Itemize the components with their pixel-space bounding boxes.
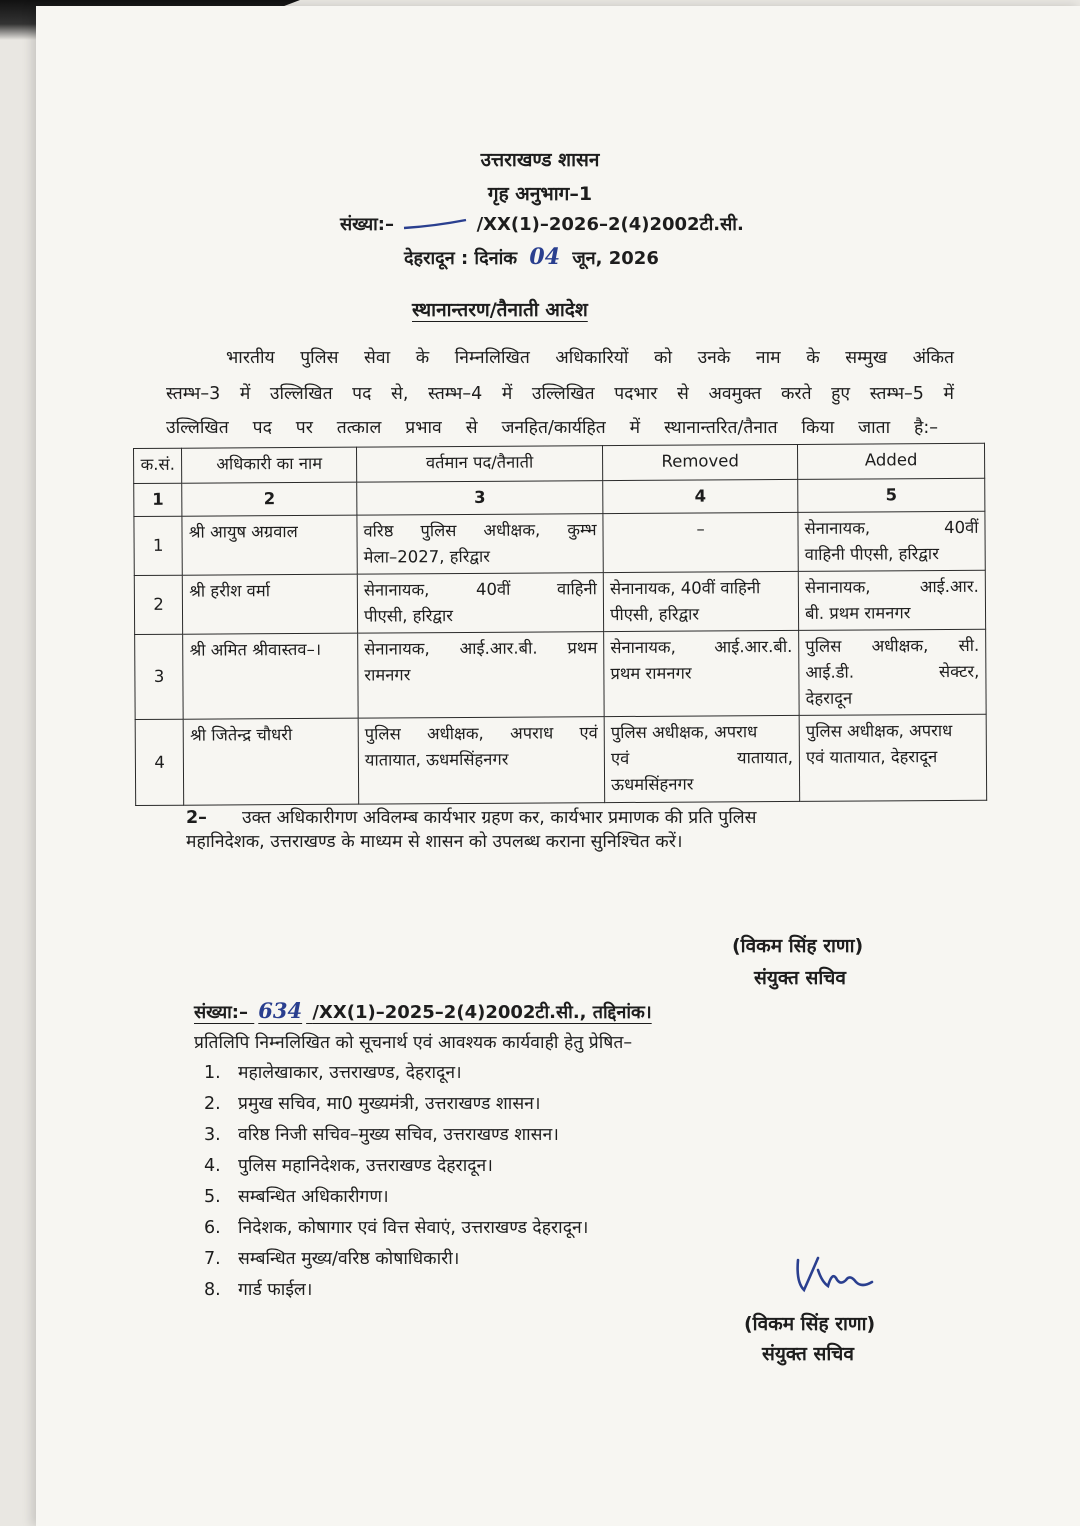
- copy-recipients-list: [204, 1058, 588, 1306]
- handwritten-copy-number: 634: [258, 998, 303, 1023]
- current-post: वरिष्ठ पुलिस अधीक्षक, कुम्भ मेला–2027, हरिद्वार: [357, 514, 603, 575]
- copy-ref-suffix: /XX(1)–2025–2(4)2002टी.सी., तद्दिनांक।: [312, 1002, 652, 1023]
- table-row: [134, 511, 985, 575]
- table-row: [134, 570, 985, 634]
- government-name: उत्तराखण्ड शासन: [480, 149, 600, 171]
- removed-post: पुलिस अधीक्षक, अपराध एवं यातायात, ऊधमसिंहनगर: [604, 715, 800, 802]
- list-item: 2. प्रमुख सचिव, मा0 मुख्यमंत्री, उत्तराखण्ड शासन।: [204, 1094, 541, 1114]
- intro-line-3: उल्लिखित पद पर तत्काल प्रभाव से जनहित/कार्यहित में स्थानान्तरित/तैनात किया जाता है:–: [166, 418, 938, 438]
- removed-post: सेनानायक, आई.आर.बी. प्रथम रामनगर: [604, 630, 800, 716]
- officer-name: श्री जितेन्द्र चौधरी: [183, 718, 358, 805]
- removed-post: –: [603, 512, 798, 572]
- added-post: सेनानायक, 40वीं वाहिनी पीएसी, हरिद्वार: [798, 511, 985, 571]
- column-number: 5: [798, 478, 985, 512]
- reference-number: [340, 212, 744, 236]
- officer-name: श्री आयुष अग्रवाल: [182, 515, 357, 575]
- handwritten-signature: [788, 1252, 878, 1298]
- signatory-designation-2: संयुक्त सचिव: [762, 1343, 854, 1365]
- place-date: [404, 244, 659, 270]
- row-serial: 3: [135, 634, 184, 719]
- row-serial: 2: [134, 575, 183, 634]
- table-header-row: [134, 443, 985, 483]
- copy-ref-prefix: संख्या:–: [194, 1002, 248, 1023]
- department-name: गृह अनुभाग–1: [487, 183, 593, 205]
- reference-prefix: संख्या:–: [340, 214, 394, 235]
- column-number: 3: [357, 481, 603, 516]
- list-item: 4. पुलिस महानिदेशक, उत्तराखण्ड देहरादून।: [204, 1156, 493, 1176]
- copy-reference: [194, 998, 652, 1024]
- header-added: Added: [798, 443, 985, 479]
- column-number-row: [134, 478, 985, 516]
- table-row: [135, 629, 987, 719]
- place-date-prefix: देहरादून : दिनांक: [404, 248, 518, 269]
- order-title: स्थानान्तरण/तैनाती आदेश: [412, 299, 588, 321]
- added-post: पुलिस अधीक्षक, सी. आई.डी. सेक्टर, देहरादून: [799, 629, 986, 715]
- removed-post: सेनानायक, 40वीं वाहिनी पीएसी, हरिद्वार: [603, 571, 798, 631]
- list-item: 6. निदेशक, कोषागार एवं वित्त सेवाएं, उत्तराखण्ड देहरादून।: [204, 1218, 589, 1238]
- current-post: सेनानायक, 40वीं वाहिनी पीएसी, हरिद्वार: [357, 573, 603, 634]
- date-month-year: जून, 2026: [572, 248, 659, 269]
- intro-line-1: भारतीय पुलिस सेवा के निम्नलिखित अधिकारियों को उनके नाम के सम्मुख अंकित: [226, 348, 954, 368]
- transfer-table: [133, 443, 987, 806]
- officer-name: श्री हरीश वर्मा: [183, 574, 358, 634]
- header-current-post: वर्तमान पद/तैनाती: [356, 446, 602, 483]
- signatory-name: (विकम सिंह राणा): [732, 935, 864, 957]
- row-serial: 1: [134, 516, 183, 575]
- column-number: 2: [182, 482, 357, 516]
- list-item: 3. वरिष्ठ निजी सचिव–मुख्य सचिव, उत्तराखण्ड शासन।: [204, 1125, 559, 1145]
- para2-number: 2–: [186, 808, 207, 828]
- list-item: 5. सम्बन्धित अधिकारीगण।: [204, 1187, 389, 1207]
- added-post: पुलिस अधीक्षक, अपराध एवं यातायात, देहरादून: [799, 714, 986, 801]
- para2-text-1: उक्त अधिकारीगण अविलम्ब कार्यभार ग्रहण कर, कार्यभार प्रमाणक की प्रति पुलिस: [242, 808, 757, 828]
- column-number: 1: [134, 483, 183, 516]
- table-row: [135, 714, 987, 805]
- handwritten-dash-mark: [400, 218, 470, 232]
- header-serial: क.सं.: [134, 448, 183, 483]
- row-serial: 4: [135, 719, 184, 805]
- reference-suffix: /XX(1)–2026–2(4)2002टी.सी.: [476, 214, 744, 235]
- added-post: सेनानायक, आई.आर. बी. प्रथम रामनगर: [798, 570, 985, 630]
- handwritten-date-day: 04: [529, 244, 561, 270]
- signatory-name-2: (विकम सिंह राणा): [744, 1313, 876, 1335]
- signatory-designation: संयुक्त सचिव: [754, 967, 846, 989]
- list-item: 8. गार्ड फाईल।: [204, 1280, 313, 1300]
- intro-line-2: स्तम्भ–3 में उल्लिखित पद से, स्तम्भ–4 में उल्लिखित पदभार से अवमुक्त करते हुए स्तम्भ–5 में: [166, 384, 954, 404]
- list-item: 7. सम्बन्धित मुख्य/वरिष्ठ कोषाधिकारी।: [204, 1249, 460, 1269]
- current-post: सेनानायक, आई.आर.बी. प्रथम रामनगर: [358, 632, 605, 719]
- column-number: 4: [603, 479, 798, 513]
- para2-line-2: महानिदेशक, उत्तराखण्ड के माध्यम से शासन को उपलब्ध कराना सुनिश्चित करें।: [186, 832, 683, 852]
- current-post: पुलिस अधीक्षक, अपराध एवं यातायात, ऊधमसिंहनगर: [358, 717, 605, 805]
- copy-intro: प्रतिलिपि निम्नलिखित को सूचनार्थ एवं आवश्यक कार्यवाही हेतु प्रेषित–: [194, 1033, 633, 1053]
- header-removed: Removed: [603, 444, 798, 480]
- header-officer-name: अधिकारी का नाम: [182, 447, 357, 483]
- list-item: 1. महालेखाकार, उत्तराखण्ड, देहरादून।: [204, 1063, 462, 1083]
- officer-name: श्री अमित श्रीवास्तव–।: [183, 633, 358, 719]
